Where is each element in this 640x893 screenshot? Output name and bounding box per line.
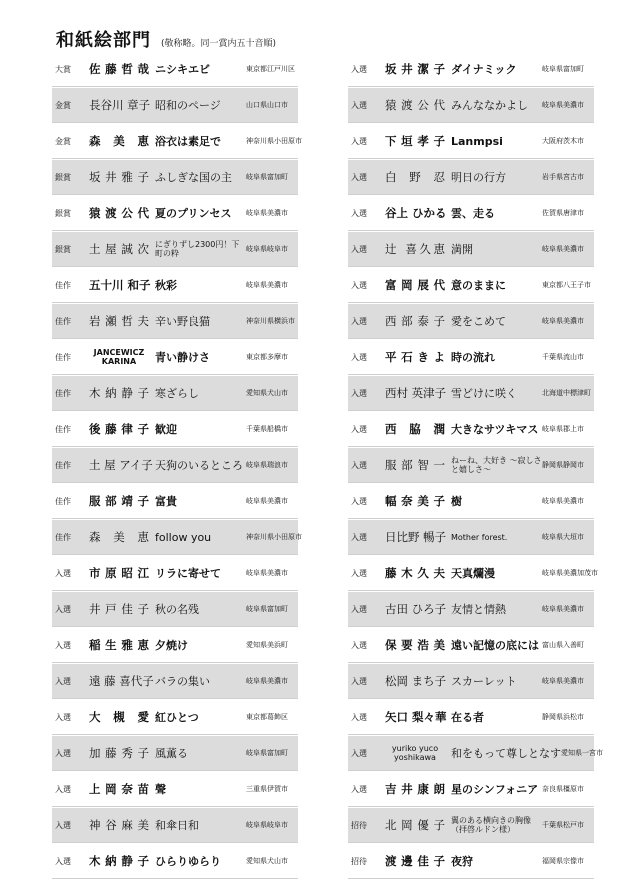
artist-name: 遠 藤 喜代子 xyxy=(89,674,154,688)
artist-name: 北 岡 優 子 xyxy=(385,818,445,832)
award-row xyxy=(52,664,298,699)
artist-name: 矢口 梨々華 xyxy=(385,710,447,724)
award-label: 入選 xyxy=(55,640,71,650)
award-label: 入選 xyxy=(351,64,367,74)
award-label: 入選 xyxy=(55,748,71,758)
artist-location: 岐阜県富加町 xyxy=(246,173,288,181)
artist-location: 東京都八王子市 xyxy=(542,281,591,289)
artist-name: yuriko yuco yoshikawa xyxy=(391,744,439,762)
award-label: 入選 xyxy=(351,208,367,218)
work-title: ダイナミック xyxy=(451,63,517,76)
artist-location: 岐阜県美濃市 xyxy=(542,677,584,685)
artist-name: 服 部 靖 子 xyxy=(89,494,149,508)
award-row xyxy=(52,88,298,123)
award-row xyxy=(52,304,298,339)
work-title: 星のシンフォニア xyxy=(451,783,539,796)
award-label: 銀賞 xyxy=(55,244,71,254)
award-label: 入選 xyxy=(351,676,367,686)
artist-location: 岐阜県富加町 xyxy=(542,65,584,73)
work-title: 夜狩 xyxy=(451,855,473,868)
work-title: 和傘日和 xyxy=(155,819,199,832)
work-title: バラの集い xyxy=(155,675,210,688)
artist-location: 愛知県犬山市 xyxy=(246,857,288,865)
artist-name: 五十川 和子 xyxy=(89,278,151,292)
award-row xyxy=(52,124,302,159)
artist-location: 静岡県浜松市 xyxy=(542,713,584,721)
award-row xyxy=(348,844,594,879)
artist-location: 北海道中標津町 xyxy=(542,389,591,397)
artist-location: 富山県入善町 xyxy=(542,641,584,649)
award-label: 入選 xyxy=(351,388,367,398)
work-title: 愛をこめて xyxy=(451,315,506,328)
award-row xyxy=(348,376,594,411)
award-row xyxy=(348,268,594,303)
artist-name: 井 戸 佳 子 xyxy=(89,602,149,616)
work-title: 遠い記憶の底には xyxy=(451,639,539,652)
award-row xyxy=(348,808,594,843)
artist-location: 岐阜県美濃市 xyxy=(542,245,584,253)
artist-name: 富 岡 展 代 xyxy=(385,278,445,292)
artist-location: 神奈川県横浜市 xyxy=(246,317,295,325)
award-label: 入選 xyxy=(351,100,367,110)
work-title: 雲、走る xyxy=(451,207,495,220)
work-title: 雪どけに咲く xyxy=(451,387,517,400)
artist-location: 千葉県船橋市 xyxy=(246,425,288,433)
award-label: 入選 xyxy=(55,784,71,794)
artist-location: 神奈川県小田原市 xyxy=(246,137,302,145)
artist-location: 東京都多摩市 xyxy=(246,353,288,361)
award-row xyxy=(52,196,298,231)
award-label: 銀賞 xyxy=(55,208,71,218)
award-label: 入選 xyxy=(55,820,71,830)
artist-location: 岐阜県美濃市 xyxy=(246,209,288,217)
work-title: 風薫る xyxy=(155,747,188,760)
artist-name: 坂 井 潔 子 xyxy=(385,62,445,76)
work-title: 友情と情熱 xyxy=(451,603,506,616)
left-column xyxy=(52,52,302,880)
artist-location: 佐賀県唐津市 xyxy=(542,209,584,217)
artist-location: 岐阜県美濃市 xyxy=(246,497,288,505)
award-row xyxy=(52,52,298,87)
artist-name: 長谷川 章子 xyxy=(89,98,151,112)
artist-name: 神 谷 麻 美 xyxy=(89,818,149,832)
artist-name: JANCEWICZ KARINA xyxy=(93,348,145,366)
award-label: 入選 xyxy=(55,676,71,686)
award-label: 入選 xyxy=(351,352,367,362)
artist-location: 静岡県静岡市 xyxy=(542,461,584,469)
award-label: 大賞 xyxy=(55,64,71,74)
award-label: 佳作 xyxy=(55,352,71,362)
artist-location: 岐阜県美濃市 xyxy=(246,569,288,577)
artist-name: 辻 喜久恵 xyxy=(385,242,445,256)
artist-location: 岐阜県富加町 xyxy=(246,749,288,757)
award-row xyxy=(52,448,298,483)
artist-name: 土 屋 誠 次 xyxy=(89,242,149,256)
artist-location: 山口県山口市 xyxy=(246,101,288,109)
work-title: 秋彩 xyxy=(155,279,177,292)
artist-location: 岩手県宮古市 xyxy=(542,173,584,181)
work-title: follow you xyxy=(155,530,212,544)
artist-location: 岐阜県大垣市 xyxy=(542,533,584,541)
award-row xyxy=(348,664,594,699)
award-label: 入選 xyxy=(351,244,367,254)
award-row xyxy=(348,52,594,87)
work-title: 浴衣は素足で xyxy=(155,135,221,148)
award-row xyxy=(52,232,298,267)
award-row xyxy=(348,520,594,555)
artist-location: 奈良県橿原市 xyxy=(542,785,584,793)
work-title: 天真爛漫 xyxy=(451,567,495,580)
award-label: 入選 xyxy=(55,568,71,578)
work-title: 歓迎 xyxy=(155,423,177,436)
work-title: 秋の名残 xyxy=(155,603,199,616)
work-title: 翼のある横向きの胸像（拝啓ルドン様） xyxy=(451,816,531,834)
artist-name: 日比野 暢子 xyxy=(385,530,447,544)
award-row xyxy=(52,412,298,447)
award-label: 佳作 xyxy=(55,496,71,506)
award-label: 入選 xyxy=(351,604,367,614)
artist-location: 岐阜県美濃市 xyxy=(542,101,584,109)
award-label: 入選 xyxy=(351,568,367,578)
work-title: 大きなサツキマス xyxy=(451,423,539,436)
award-label: 佳作 xyxy=(55,316,71,326)
work-title: Mother forest. xyxy=(451,532,508,542)
award-label: 金賞 xyxy=(55,100,71,110)
artist-location: 愛知県美浜町 xyxy=(246,641,288,649)
work-title: 夕焼け xyxy=(155,639,188,652)
artist-name: 西 部 泰 子 xyxy=(385,314,445,328)
artist-name: 森 美 恵 xyxy=(89,530,149,544)
artist-name: 加 藤 秀 子 xyxy=(89,746,149,760)
award-label: 入選 xyxy=(351,424,367,434)
work-title: 在る者 xyxy=(451,711,484,724)
artist-location: 岐阜県美濃市 xyxy=(542,497,584,505)
award-row xyxy=(52,808,298,843)
artist-name: 渡 邊 佳 子 xyxy=(385,854,445,868)
award-label: 入選 xyxy=(351,460,367,470)
work-title: 樹 xyxy=(451,495,462,508)
award-row xyxy=(52,556,298,591)
award-row xyxy=(348,772,594,807)
artist-name: 平 石 き よ xyxy=(385,350,445,364)
artist-location: 福岡県宗像市 xyxy=(542,857,584,865)
award-row xyxy=(52,736,298,771)
award-label: 入選 xyxy=(351,316,367,326)
work-title: 意のままに xyxy=(451,279,506,292)
work-title: ねーね、大好き 〜寂しさと嬉しさ〜 xyxy=(451,456,542,474)
award-label: 入選 xyxy=(351,784,367,794)
award-label: 佳作 xyxy=(55,460,71,470)
artist-name: 猿 渡 公 代 xyxy=(89,206,149,220)
artist-location: 愛知県一宮市 xyxy=(561,749,603,757)
artist-location: 岐阜県岐阜市 xyxy=(246,821,288,829)
artist-name: 木 納 静 子 xyxy=(89,854,149,868)
work-title: 聲 xyxy=(155,783,166,796)
award-row xyxy=(348,700,594,735)
award-label: 入選 xyxy=(351,172,367,182)
work-title: 和をもって尊しとなす xyxy=(451,747,561,760)
award-row xyxy=(348,628,594,663)
award-label: 佳作 xyxy=(55,532,71,542)
artist-name: 服 部 智 一 xyxy=(385,458,445,472)
work-title: にぎりずし2300円！下町の粋 xyxy=(155,240,240,258)
artist-name: 西 脇 潤 xyxy=(385,422,445,436)
work-title: 寒ざらし xyxy=(155,387,199,400)
work-title: Lanmpsi xyxy=(451,134,503,148)
award-label: 入選 xyxy=(351,640,367,650)
artist-name: 白 野 忍 xyxy=(385,170,445,184)
artist-location: 大阪府茨木市 xyxy=(542,137,584,145)
work-title: 天狗のいるところ xyxy=(155,459,243,472)
award-label: 佳作 xyxy=(55,280,71,290)
artist-name: 西村 英津子 xyxy=(385,386,447,400)
award-label: 入選 xyxy=(55,856,71,866)
artist-name: 木 納 静 子 xyxy=(89,386,149,400)
artist-location: 岐阜県富加町 xyxy=(246,605,288,613)
work-title: ふしぎな国の主 xyxy=(155,171,232,184)
award-row xyxy=(52,160,298,195)
work-title: 満開 xyxy=(451,243,473,256)
artist-location: 東京都葛飾区 xyxy=(246,713,288,721)
award-row xyxy=(348,124,594,159)
artist-name: 岩 瀬 哲 夫 xyxy=(89,314,149,328)
work-title: 時の流れ xyxy=(451,351,495,364)
page-title: 和紙絵部門 xyxy=(56,30,151,51)
award-label: 入選 xyxy=(351,712,367,722)
award-label: 佳作 xyxy=(55,388,71,398)
artist-location: 岐阜県美濃市 xyxy=(246,677,288,685)
artist-name: 下 垣 孝 子 xyxy=(385,134,445,148)
artist-name: 後 藤 律 子 xyxy=(89,422,149,436)
artist-location: 岐阜県瑞浪市 xyxy=(246,461,288,469)
artist-location: 岐阜県郡上市 xyxy=(542,425,584,433)
artist-name: 大 槻 愛 xyxy=(89,710,149,724)
award-row xyxy=(52,700,298,735)
page-subtitle: (敬称略。同一賞内五十音順) xyxy=(161,39,277,49)
artist-location: 岐阜県岐阜市 xyxy=(246,245,288,253)
award-row xyxy=(348,412,594,447)
award-label: 招待 xyxy=(351,856,367,866)
award-row xyxy=(348,484,594,519)
artist-name: 森 美 恵 xyxy=(89,134,149,148)
artist-name: 松岡 まち子 xyxy=(385,674,447,688)
work-title: 紅ひとつ xyxy=(155,711,199,724)
artist-name: 幅 奈 美 子 xyxy=(385,494,445,508)
work-title: 辛い野良猫 xyxy=(155,315,210,328)
award-row xyxy=(52,628,298,663)
award-row xyxy=(52,484,298,519)
award-label: 入選 xyxy=(351,532,367,542)
award-row xyxy=(52,340,298,375)
award-label: 入選 xyxy=(351,136,367,146)
artist-location: 愛知県犬山市 xyxy=(246,389,288,397)
page-header xyxy=(56,26,276,50)
work-title: スカーレット xyxy=(451,675,517,688)
artist-location: 東京都江戸川区 xyxy=(246,65,295,73)
award-label: 入選 xyxy=(55,604,71,614)
award-row xyxy=(348,232,594,267)
artist-location: 千葉県松戸市 xyxy=(542,821,584,829)
artist-name: 谷上 ひかる xyxy=(385,206,447,220)
award-row xyxy=(52,520,302,555)
award-label: 入選 xyxy=(351,496,367,506)
work-title: ひらりゆらり xyxy=(155,855,221,868)
award-label: 銀賞 xyxy=(55,172,71,182)
artist-location: 神奈川県小田原市 xyxy=(246,533,302,541)
work-title: ニシキエビ xyxy=(155,63,210,76)
artist-location: 岐阜県美濃市 xyxy=(542,605,584,613)
artist-name: 上 岡 奈 苗 xyxy=(89,782,149,796)
award-row xyxy=(348,304,594,339)
artist-location: 岐阜県美濃市 xyxy=(542,317,584,325)
artist-name: 藤 木 久 夫 xyxy=(385,566,445,580)
award-label: 入選 xyxy=(55,712,71,722)
artist-name: 土 屋 アイ子 xyxy=(89,458,153,472)
artist-name: 稲 生 雅 恵 xyxy=(89,638,149,652)
right-column xyxy=(348,52,603,880)
artist-location: 岐阜県美濃加茂市 xyxy=(542,569,598,577)
award-label: 佳作 xyxy=(55,424,71,434)
award-row xyxy=(52,376,298,411)
work-title: 明日の行方 xyxy=(451,171,506,184)
artist-location: 岐阜県美濃市 xyxy=(246,281,288,289)
artist-name: 保 要 浩 美 xyxy=(385,638,445,652)
award-label: 招待 xyxy=(351,820,367,830)
work-title: リラに寄せて xyxy=(155,567,221,580)
artist-location: 千葉県流山市 xyxy=(542,353,584,361)
work-title: 青い静けさ xyxy=(155,351,210,364)
award-label: 入選 xyxy=(351,748,367,758)
award-row xyxy=(348,592,594,627)
artist-name: 市 原 昭 江 xyxy=(89,566,149,580)
work-title: 富貴 xyxy=(155,495,177,508)
award-label: 入選 xyxy=(351,280,367,290)
award-row xyxy=(348,556,598,591)
artist-name: 坂 井 雅 子 xyxy=(89,170,149,184)
award-row xyxy=(348,448,594,483)
award-row xyxy=(348,736,603,771)
artist-name: 佐 藤 哲 哉 xyxy=(89,62,149,76)
award-row xyxy=(348,196,594,231)
work-title: 夏のプリンセス xyxy=(155,207,232,220)
award-row xyxy=(52,844,298,879)
work-title: みんななかよし xyxy=(451,99,528,112)
award-row xyxy=(52,772,298,807)
work-title: 昭和のページ xyxy=(155,99,221,112)
artist-name: 古田 ひろ子 xyxy=(385,602,447,616)
award-label: 金賞 xyxy=(55,136,71,146)
award-row xyxy=(52,268,298,303)
award-row xyxy=(52,592,298,627)
artist-location: 三重県伊賀市 xyxy=(246,785,288,793)
artist-name: 吉 井 康 朗 xyxy=(385,782,445,796)
award-row xyxy=(348,340,594,375)
award-row xyxy=(348,88,594,123)
award-row xyxy=(348,160,594,195)
artist-name: 猿 渡 公 代 xyxy=(385,98,445,112)
